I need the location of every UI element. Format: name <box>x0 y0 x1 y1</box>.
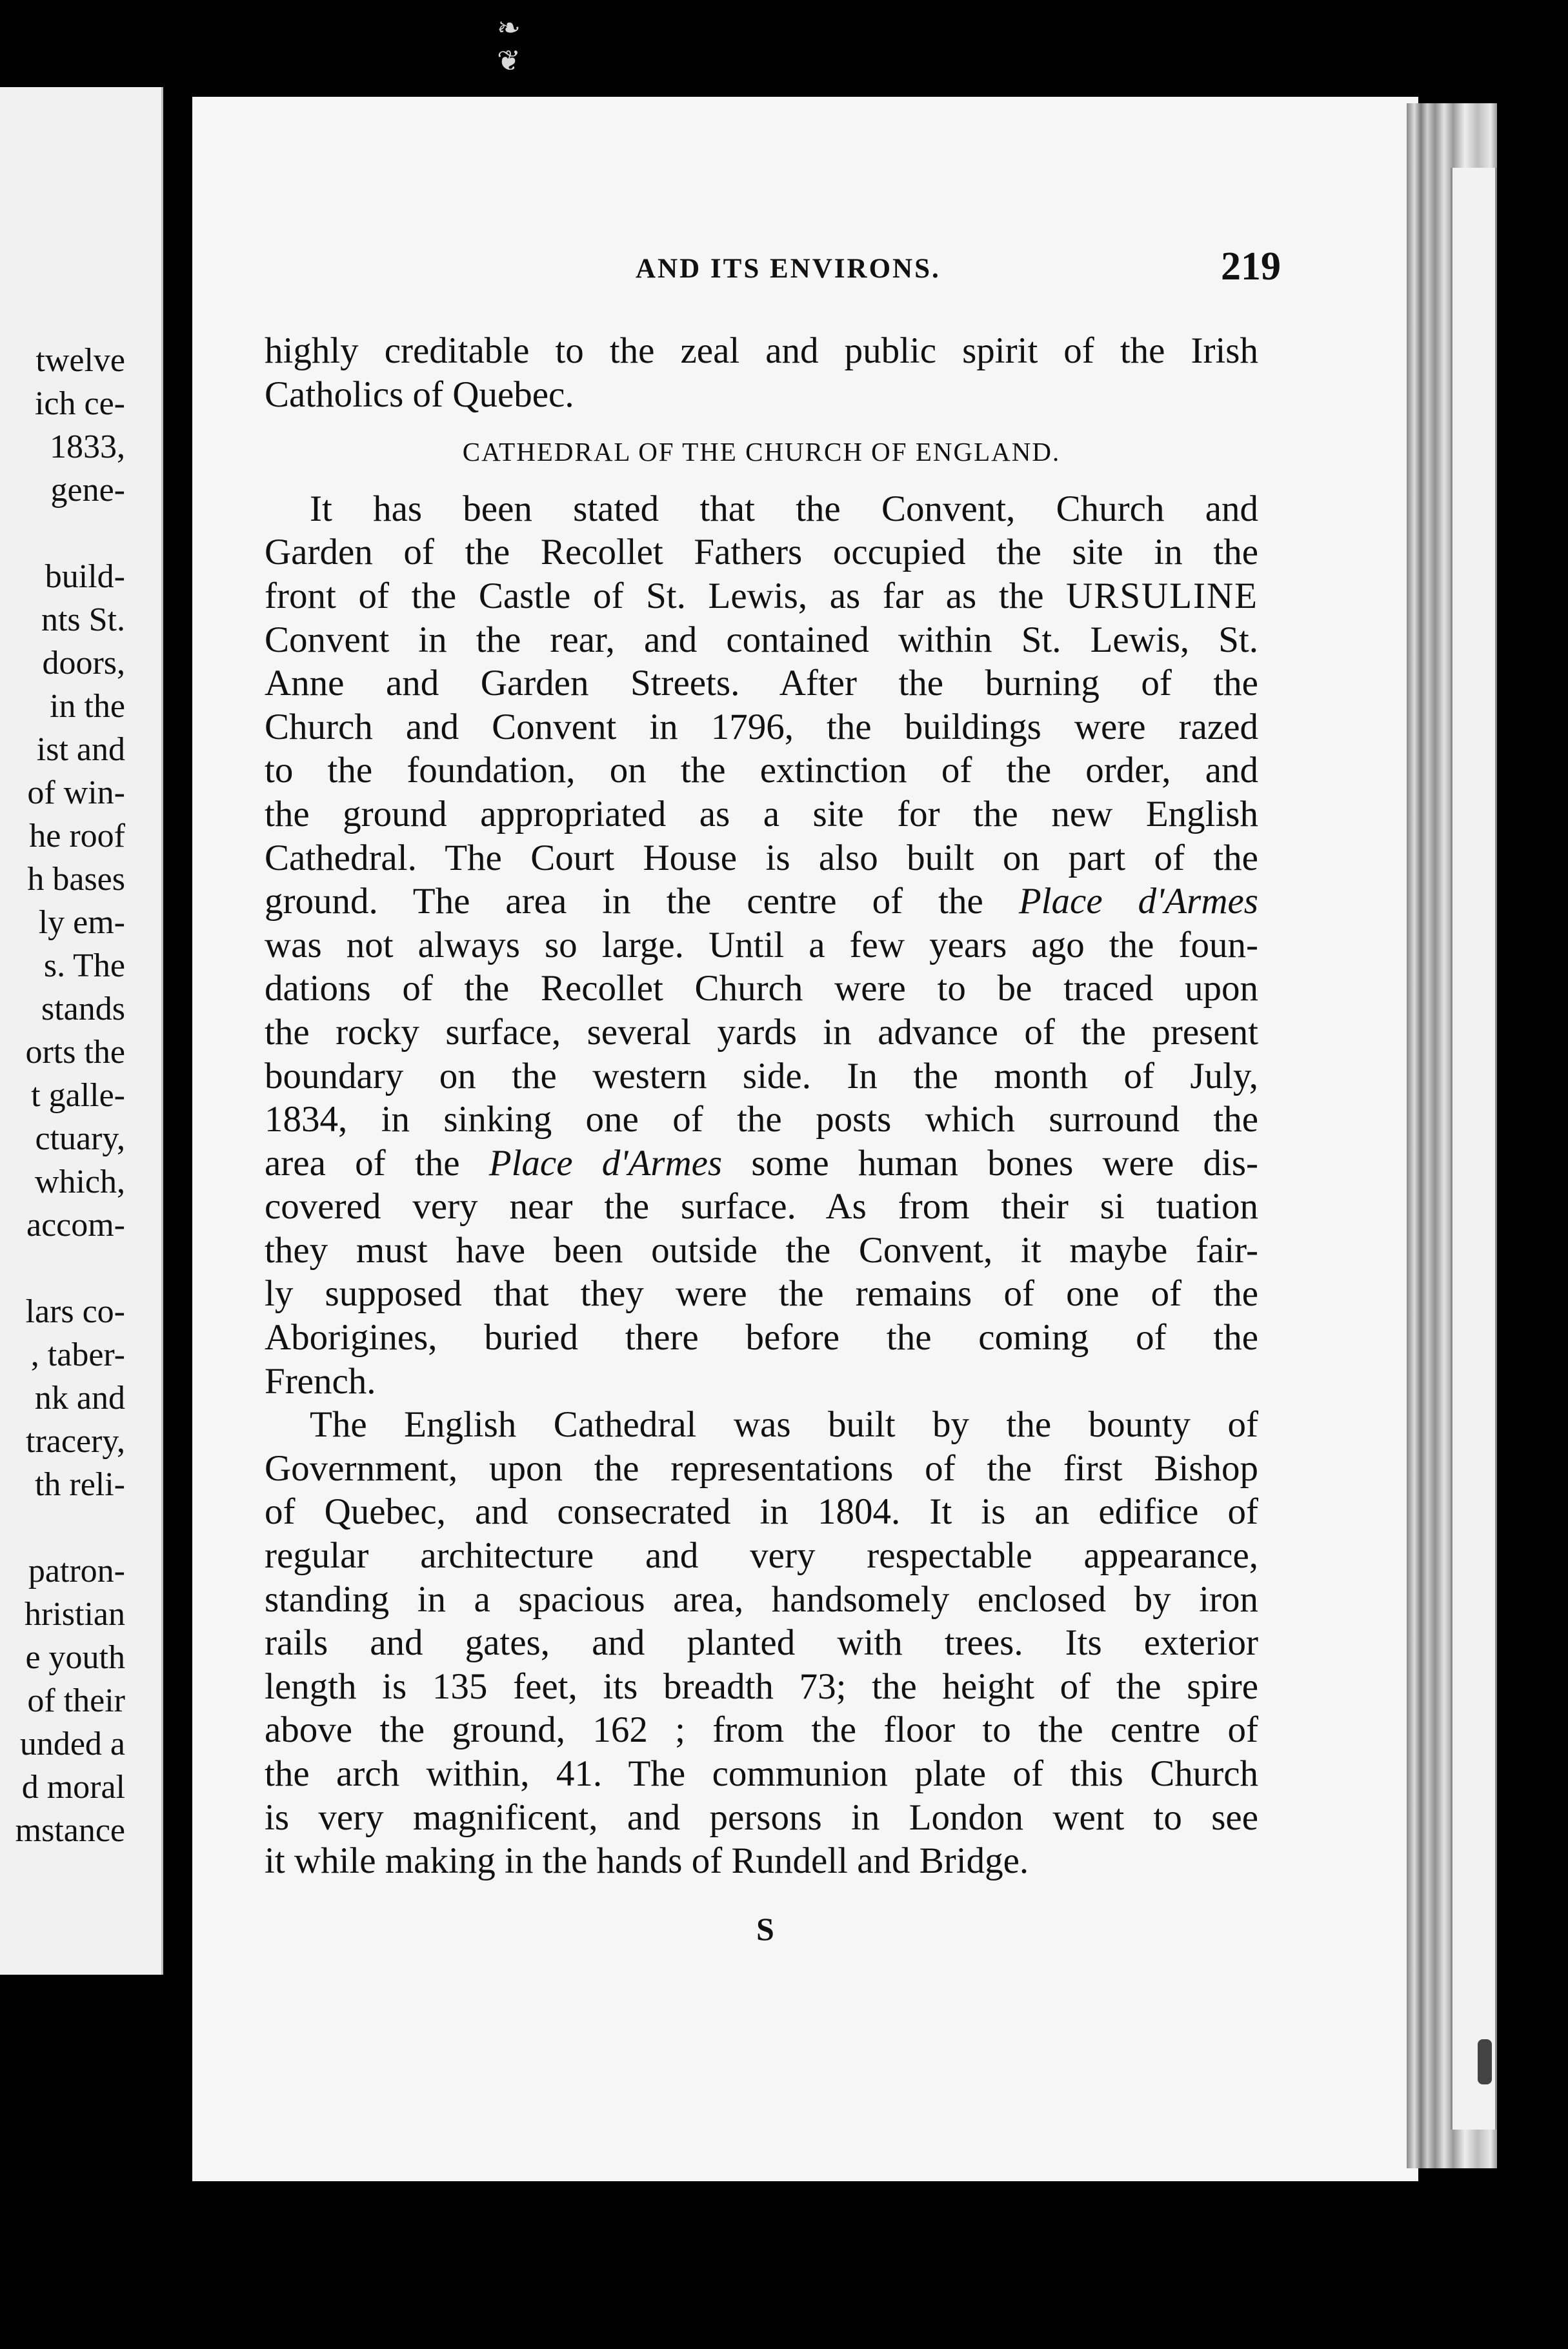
left-page-line: of their <box>27 1682 125 1719</box>
text-line: was not always so large. Until a few years ago the foun- <box>265 924 1258 965</box>
left-page-line: nts St. <box>41 601 125 638</box>
left-page-line: stands <box>41 991 125 1027</box>
left-page-line: hristian <box>25 1596 125 1633</box>
text-line: it while making in the hands of Rundell and Bridge. <box>265 1840 1029 1882</box>
text-line: Cathedral. The Court House is also built on part of the <box>265 837 1258 878</box>
text-line: above the ground, 162 ; from the floor to the centre of <box>265 1709 1258 1751</box>
text-line: to the foundation, on the extinction of the order, and <box>265 750 1258 791</box>
text-line: covered very near the surface. As from their si tuation <box>265 1186 1258 1227</box>
page-number: 219 <box>1221 245 1281 288</box>
text-line: The English Cathedral was built by the bounty of <box>310 1404 1258 1446</box>
text-line: Convent in the rear, and contained within St. Lewis, St. <box>265 619 1258 660</box>
left-page-line: unded a <box>19 1726 125 1762</box>
left-page-line: t galle- <box>31 1077 125 1114</box>
left-page-line <box>0 1506 125 1549</box>
left-page-line: orts the <box>25 1034 125 1071</box>
left-page-line: d moral <box>21 1769 125 1806</box>
left-page-line: s. The <box>43 947 125 984</box>
left-page-line: ist and <box>36 731 125 768</box>
left-page-line: nk and <box>34 1380 125 1416</box>
left-page-line: th reli- <box>34 1466 125 1503</box>
left-page-line: ich ce- <box>34 385 125 422</box>
text-line: area of the Place d'Armes some human bones were dis- <box>265 1142 1259 1184</box>
left-page-text <box>0 339 125 1852</box>
left-page-line: ly em- <box>38 904 125 941</box>
left-page-line: mstance <box>15 1812 125 1849</box>
paragraph-1 <box>265 487 1258 1403</box>
left-page-line: of win- <box>27 774 125 811</box>
text-line: rails and gates, and planted with trees. Its exterior <box>265 1622 1258 1664</box>
paragraph-2 <box>265 1403 1258 1883</box>
running-head: AND ITS ENVIRONS. <box>636 254 941 284</box>
text-line: the arch within, 41. The communion plate of this Church <box>265 1753 1258 1794</box>
left-page-line: 1833, <box>50 428 125 465</box>
text-line: Church and Convent in 1796, the buildings were razed <box>265 706 1258 747</box>
left-page-line: ctuary, <box>35 1120 125 1157</box>
left-page-line: tracery, <box>26 1423 125 1460</box>
binding-fleck <box>1478 2039 1492 2084</box>
left-page-line: e youth <box>25 1639 125 1676</box>
text-line: ground. The area in the centre of the Place d'Armes <box>265 881 1258 922</box>
text-line: ly supposed that they were the remains of one of the <box>265 1273 1258 1315</box>
text-line: is very magnificent, and persons in London went to see <box>265 1797 1258 1838</box>
text-line: front of the Castle of St. Lewis, as far as the URSULINE <box>265 575 1258 616</box>
text-line: standing in a spacious area, handsomely enclosed by iron <box>265 1578 1258 1620</box>
text-line: Anne and Garden Streets. After the burning of the <box>265 663 1258 704</box>
text-line: dations of the Recollet Church were to be traced upon <box>265 968 1258 1009</box>
text-line: highly creditable to the zeal and public spirit of the Irish <box>265 330 1258 371</box>
text-line: Government, upon the representations of the first Bishop <box>265 1447 1258 1489</box>
left-page-line: accom- <box>26 1207 125 1244</box>
left-page-line: he roof <box>29 818 125 854</box>
left-page-line: gene- <box>50 472 125 509</box>
page-body <box>265 329 1258 1883</box>
left-page-line <box>0 1247 125 1290</box>
left-page-line: lars co- <box>25 1293 125 1330</box>
left-page-line: build- <box>45 558 125 595</box>
scan-ornament-mark: ❧ ❦ <box>497 12 523 77</box>
left-page-line: h bases <box>27 861 125 898</box>
page-edge-strip <box>1451 168 1497 2130</box>
text-line: Aborigines, buried there before the coming of the <box>265 1317 1258 1358</box>
left-facing-page <box>0 87 163 1975</box>
text-line: boundary on the western side. In the month of July, <box>265 1055 1258 1096</box>
left-page-line: in the <box>50 688 125 725</box>
text-line: they must have been outside the Convent, it maybe fair- <box>265 1229 1258 1271</box>
left-page-line: patron- <box>28 1553 125 1589</box>
text-line: It has been stated that the Convent, Church and <box>310 488 1258 529</box>
page-edges <box>1407 103 1497 2168</box>
text-line: length is 135 feet, its breadth 73; the height of the spire <box>265 1666 1258 1707</box>
left-page-line: which, <box>34 1164 125 1200</box>
text-line: Garden of the Recollet Fathers occupied the site in the <box>265 532 1258 573</box>
section-heading: CATHEDRAL OF THE CHURCH OF ENGLAND. <box>462 437 1061 467</box>
text-line: 1834, in sinking one of the posts which surround the <box>265 1099 1258 1140</box>
left-page-line: doors, <box>42 645 125 681</box>
text-line: Catholics of Quebec. <box>265 374 574 415</box>
text-line: of Quebec, and consecrated in 1804. It is an edifice of <box>265 1491 1258 1533</box>
text-line: French. <box>265 1360 376 1402</box>
text-line: the ground appropriated as a site for the new English <box>265 793 1258 834</box>
text-line: the rocky surface, several yards in advance of the present <box>265 1011 1258 1053</box>
left-page-line: twelve <box>35 342 125 379</box>
text-line: regular architecture and very respectable appearance, <box>265 1535 1258 1577</box>
signature-mark: S <box>756 1911 774 1947</box>
left-page-line: , taber- <box>30 1336 125 1373</box>
left-page-line <box>0 512 125 555</box>
